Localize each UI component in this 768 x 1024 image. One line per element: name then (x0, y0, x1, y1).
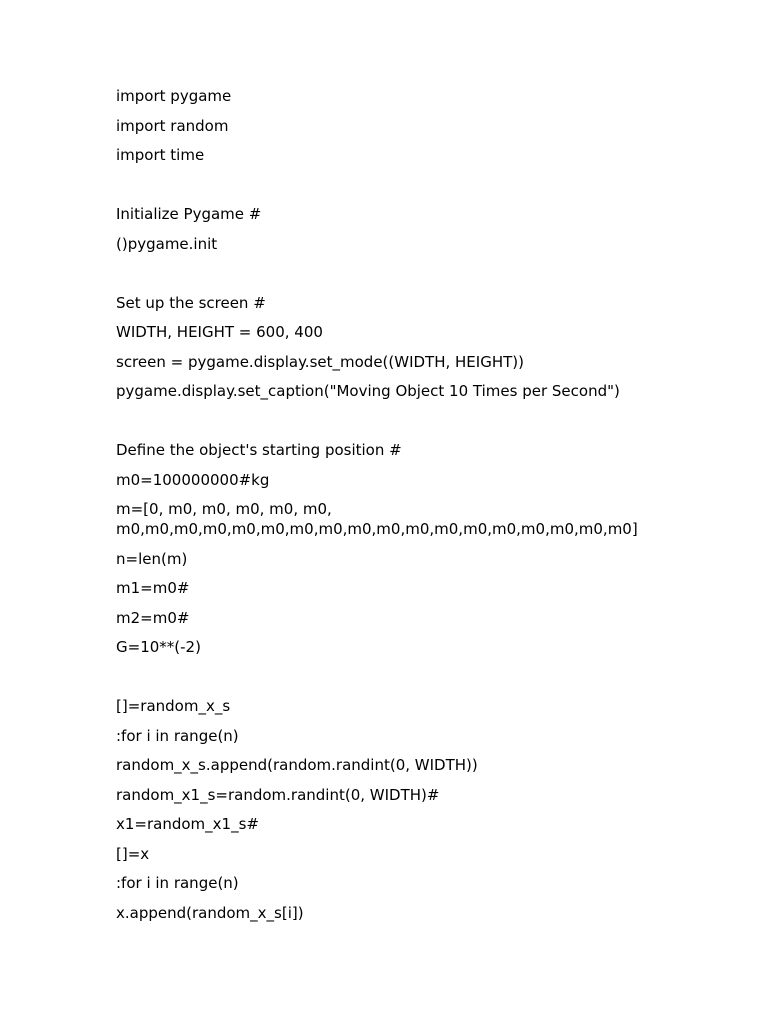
blank-line (116, 263, 676, 293)
code-line: random_x_s.append(random.randint(0, WIDTH)) (116, 756, 478, 774)
code-line: x1=random_x1_s# (116, 815, 259, 833)
code-line: x.append(random_x_s[i]) (116, 903, 304, 922)
code-line: m1=m0# (116, 579, 190, 597)
code-line: m0=100000000#kg (116, 470, 270, 489)
code-line: []=random_x_s (116, 697, 231, 715)
code-line: :for i in range(n) (116, 726, 239, 745)
code-line: import time (116, 146, 205, 164)
code-line: :for i in range(n) (116, 874, 239, 892)
code-line: import random (116, 116, 229, 135)
code-line: random_x1_s=random.randint(0, WIDTH)# (116, 785, 440, 804)
code-line: WIDTH, HEIGHT = 600, 400 (116, 323, 323, 341)
code-line: Initialize Pygame # (116, 205, 262, 223)
code-text-block (116, 86, 676, 932)
code-line: screen = pygame.display.set_mode((WIDTH, HEIGHT)) (116, 352, 524, 371)
code-line: import pygame (116, 87, 232, 105)
code-line: Define the object's starting position # (116, 441, 402, 459)
code-line: []=x (116, 844, 150, 863)
blank-line (116, 175, 676, 205)
blank-line (116, 667, 676, 697)
code-line: n=len(m) (116, 549, 188, 568)
blank-line (116, 411, 676, 441)
code-line: Set up the screen # (116, 293, 266, 312)
code-line: G=10**(-2) (116, 638, 201, 656)
code-line: m=[0, m0, m0, m0, m0, m0, m0,m0,m0,m0,m0,m0,m0,m0,m0,m0,m0,m0,m0,m0,m0,m0,m0,m0] (116, 500, 638, 538)
code-line: ()pygame.init (116, 234, 218, 253)
code-line: m2=m0# (116, 608, 190, 627)
code-line: pygame.display.set_caption("Moving Object 10 Times per Second") (116, 382, 620, 400)
